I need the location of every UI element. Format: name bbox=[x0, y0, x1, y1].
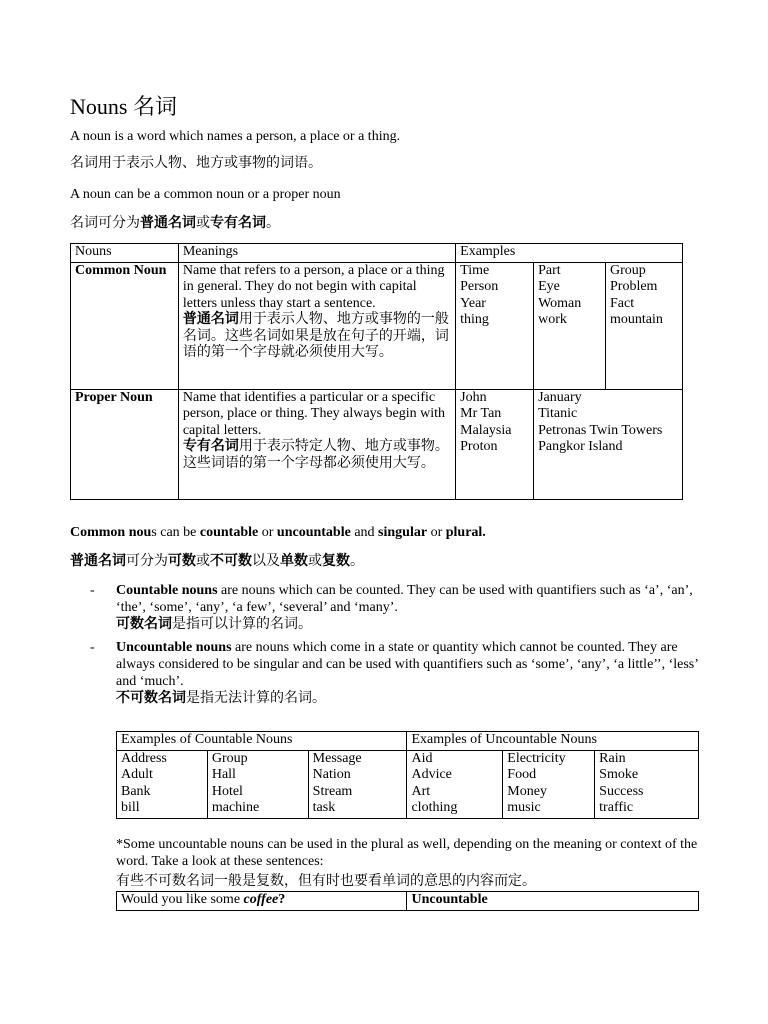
common-examples-col-2: Part Eye Woman work bbox=[534, 262, 606, 389]
proper-noun-meaning: Name that identifies a particular or a specific person, place or thing. They always begin with capital letters. 专有名词用于表示特定人物、地方或事物。这些词语的第一个字母都必须使用大写。 bbox=[178, 389, 455, 499]
nouns-table bbox=[70, 243, 683, 500]
intro-line-1: A noun is a word which names a person, a place or a thing. bbox=[70, 129, 401, 144]
header-nouns: Nouns bbox=[71, 244, 179, 263]
sentence-cell: Would you like some coffee? bbox=[117, 892, 407, 911]
intro-line-2: 名词用于表示人物、地方或事物的词语。 bbox=[70, 156, 322, 171]
examples-table-header-row bbox=[117, 732, 699, 751]
common-examples-col-1: Time Person Year thing bbox=[456, 262, 534, 389]
header-examples: Examples bbox=[456, 244, 683, 263]
countable-col-3: Message Nation Stream task bbox=[308, 750, 407, 818]
common-noun-label: Common Noun bbox=[71, 262, 179, 389]
uncountable-description: Uncountable nouns are nouns which come in a state or quantity which cannot be counted. They are always considered to be singular and can be used with quantifiers such as ‘some’, ‘any’, ‘a little’’, ‘less’ and ‘much’. 不可数名词是指无法计算的名词。 bbox=[116, 640, 698, 706]
common-noun-meaning: Name that refers to a person, a place or a thing in general. They do not begin with capital letters unless thay start a sentence. 普通名词用于表示人物、地方或事物的一般名词。这些名词如果是放在句子的开端，词语的第一个字母就必须使用大写。 bbox=[178, 262, 455, 389]
uncountable-col-3: Rain Smoke Success traffic bbox=[595, 750, 699, 818]
sentence-label-cell: Uncountable bbox=[407, 892, 699, 911]
examples-table-body-row bbox=[117, 750, 699, 818]
nouns-table-header-row bbox=[71, 244, 683, 263]
section2-line-1: Common nous can be countable or uncountable and singular or plural. bbox=[70, 525, 486, 540]
header-uncountable: Examples of Uncountable Nouns bbox=[407, 732, 699, 751]
uncountable-col-1: Aid Advice Art clothing bbox=[407, 750, 503, 818]
intro-line-4: 名词可分为普通名词或专有名词。 bbox=[70, 216, 280, 231]
sentence-row bbox=[117, 892, 699, 911]
list-dash: - bbox=[90, 640, 95, 655]
uncountable-col-2: Electricity Food Money music bbox=[503, 750, 595, 818]
section2-line-2: 普通名词可分为可数或不可数以及单数或复数。 bbox=[70, 554, 364, 569]
proper-examples-col-1: John Mr Tan Malaysia Proton bbox=[456, 389, 534, 499]
page-title: Nouns 名词 bbox=[70, 94, 177, 119]
countable-col-2: Group Hall Hotel machine bbox=[207, 750, 308, 818]
proper-examples-col-2: January Titanic Petronas Twin Towers Pangkor Island bbox=[534, 389, 683, 499]
intro-line-3: A noun can be a common noun or a proper noun bbox=[70, 187, 341, 202]
proper-noun-label: Proper Noun bbox=[71, 389, 179, 499]
header-countable: Examples of Countable Nouns bbox=[117, 732, 407, 751]
note-line-2: 有些不可数名词一般是复数，但有时也要看单词的意思的内容而定。 bbox=[116, 874, 536, 889]
header-meanings: Meanings bbox=[178, 244, 455, 263]
proper-noun-row bbox=[71, 389, 683, 499]
common-examples-col-3: Group Problem Fact mountain bbox=[606, 262, 683, 389]
countable-col-1: Address Adult Bank bill bbox=[117, 750, 208, 818]
countable-description: Countable nouns are nouns which can be counted. They can be used with quantifiers such as ‘a’, ‘an’, ‘the’, ‘some’, ‘any’, ‘a few’, ‘several’ and ‘many’. 可数名词是指可以计算的名词。 bbox=[116, 583, 693, 632]
examples-table bbox=[116, 731, 699, 819]
common-noun-row bbox=[71, 262, 683, 389]
note-line-1: *Some uncountable nouns can be used in the plural as well, depending on the meaning or context of the word. Take a look at these sentences: bbox=[116, 837, 698, 869]
list-dash: - bbox=[90, 583, 95, 598]
sentence-table bbox=[116, 891, 699, 911]
